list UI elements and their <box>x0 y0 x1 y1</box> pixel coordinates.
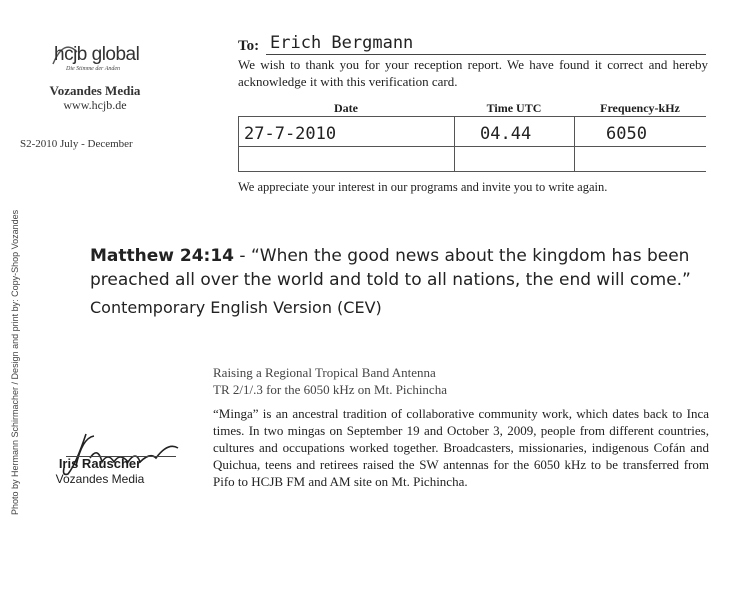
verse-text: - “When the good news about the kingdom has been preached all over the world and told to all nations, the end will come.” <box>90 246 691 290</box>
table-divider <box>574 116 575 172</box>
season-label: S2-2010 July - December <box>20 138 133 150</box>
address-underline <box>266 54 706 55</box>
table-row-divider <box>238 146 706 147</box>
org-name: Vozandes Media <box>49 83 141 98</box>
time-header: Time UTC <box>486 101 542 115</box>
time-value: 04.44 <box>480 124 532 144</box>
date-value: 27-7-2010 <box>244 124 337 144</box>
verse-version: Contemporary English Version (CEV) <box>90 298 382 317</box>
thank-you-text: We wish to thank you for your reception report. We have found it correct and hereby acknowledge it with this verification card. <box>238 57 708 89</box>
table-divider <box>454 116 455 172</box>
article-title <box>213 364 447 398</box>
to-label: To: <box>238 38 260 54</box>
appreciation-text: We appreciate your interest in our programs and invite you to write again. <box>238 180 608 194</box>
signatory-name: Iris Rauscher <box>58 456 142 471</box>
org-url: www.hcjb.de <box>63 98 127 112</box>
article-title-line2: TR 2/1/.3 for the 6050 kHz on Mt. Pichincha <box>213 382 447 397</box>
logo-tagline: Die Stimme der Anden <box>66 66 121 72</box>
bible-verse <box>90 244 710 292</box>
photo-credit: Photo by Hermann Schirmacher / Design and print by: Copy-Shop Vozandes <box>10 209 20 515</box>
frequency-value: 6050 <box>606 124 647 144</box>
recipient-name: Erich Bergmann <box>270 33 414 53</box>
date-header: Date <box>334 101 358 115</box>
frequency-header: Frequency-kHz <box>600 101 680 115</box>
article-title-line1: Raising a Regional Tropical Band Antenna <box>213 365 436 380</box>
logo-text: hcjb global <box>54 44 140 65</box>
article-body: “Minga” is an ancestral tradition of collaborative community work, which dates back to Inca times. In two mingas on September 19 and October 3, 2009, people from different countries, cultures and occupations worked together. Broadcasters, missionaries, indigenous Cofán and Quichua, teens and retirees raised the SW antennas for the 6050 kHz to be transferred from Pifo to HCJB FM and AM site on Mt. Pichincha. <box>213 406 709 489</box>
signatory-org: Vozandes Media <box>55 472 145 486</box>
verse-reference: Matthew 24:14 <box>90 246 235 266</box>
